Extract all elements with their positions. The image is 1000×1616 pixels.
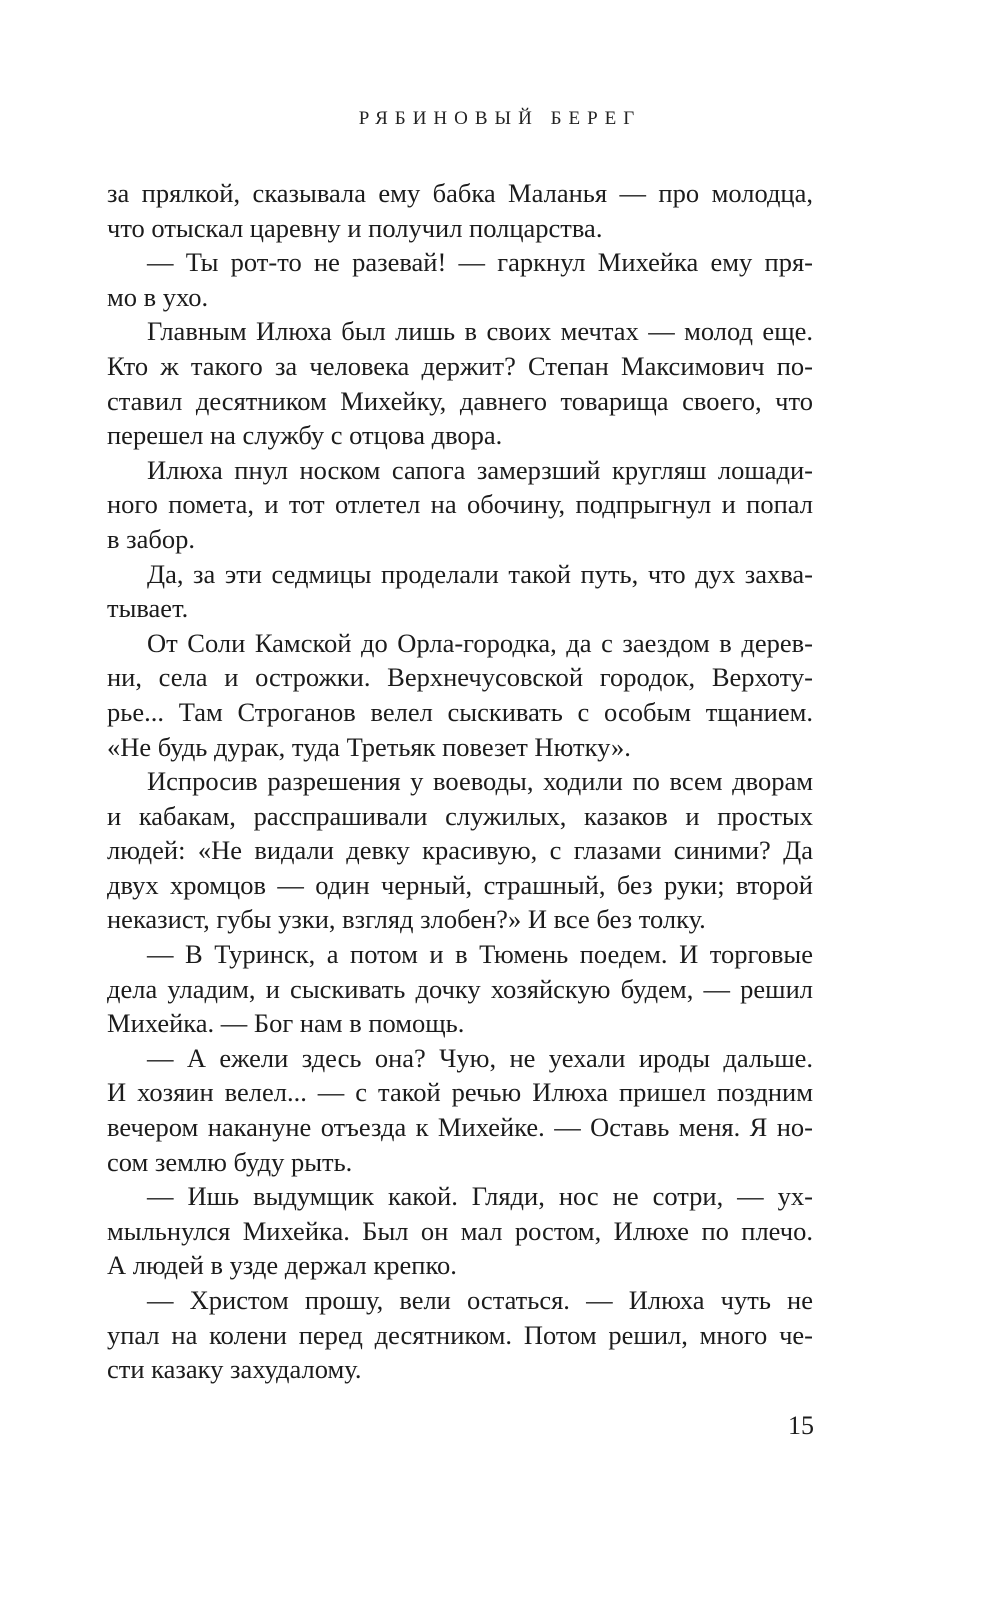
text-line: упал на колени перед десятником. Потом решил, много че- bbox=[107, 1319, 813, 1350]
text-line: Главным Илюха был лишь в своих мечтах — молод еще. bbox=[147, 316, 813, 347]
text-line: тывает. bbox=[107, 593, 189, 624]
paragraph bbox=[107, 1041, 813, 1179]
text-line: Михейка. — Бог нам в помощь. bbox=[107, 1008, 465, 1039]
paragraph bbox=[107, 626, 813, 764]
paragraph bbox=[107, 557, 813, 626]
text-line: что отыскал царевну и получил полцарства. bbox=[107, 212, 603, 243]
text-line: Илюха пнул носком сапога замерзший кругляш лошади- bbox=[147, 454, 813, 485]
paragraph bbox=[107, 245, 813, 314]
text-line: дела уладим, и сыскивать дочку хозяйскую будем, — решил bbox=[107, 973, 813, 1004]
paragraph bbox=[107, 176, 813, 245]
text-line: и кабакам, расспрашивали служилых, казаков и простых bbox=[107, 800, 813, 831]
text-line: сом землю буду рыть. bbox=[107, 1146, 353, 1177]
paragraph bbox=[107, 453, 813, 557]
text-line: за прялкой, сказывала ему бабка Маланья — про молодца, bbox=[107, 178, 813, 208]
text-line: — В Туринск, а потом и в Тюмень поедем. И торговые bbox=[147, 939, 813, 970]
text-line: вечером накануне отъезда к Михейке. — Оставь меня. Я но- bbox=[107, 1112, 813, 1143]
text-line: А людей в узде держал крепко. bbox=[107, 1250, 457, 1281]
text-line: двух хромцов — один черный, страшный, без руки; второй bbox=[107, 869, 813, 900]
text-line: в забор. bbox=[107, 523, 195, 554]
text-line: И хозяин велел... — с такой речью Илюха пришел поздним bbox=[107, 1077, 813, 1108]
text-line: неказист, губы узки, взгляд злобен?» И все без толку. bbox=[107, 904, 706, 935]
text-line: Кто ж такого за человека держит? Степан Максимович по- bbox=[107, 350, 813, 381]
text-line: ставил десятником Михейку, давнего товарища своего, что bbox=[107, 385, 813, 416]
text-line: мо в ухо. bbox=[107, 281, 209, 312]
text-line: Да, за эти седмицы проделали такой путь, что дух захва- bbox=[147, 558, 813, 589]
text-line: От Соли Камской до Орла-городка, да с заездом в дерев- bbox=[147, 627, 813, 658]
paragraph bbox=[107, 937, 813, 1041]
text-line: мыльнулся Михейка. Был он мал ростом, Илюхе по плечо. bbox=[107, 1215, 813, 1246]
text-line: рье... Там Строганов велел сыскивать с особым тщанием. bbox=[107, 696, 813, 727]
text-line: Испросив разрешения у воеводы, ходили по всем дворам bbox=[147, 766, 813, 797]
text-line: сти казаку захудалому. bbox=[107, 1354, 362, 1385]
paragraph bbox=[107, 314, 813, 452]
paragraph bbox=[107, 764, 813, 937]
paragraph bbox=[107, 1179, 813, 1283]
running-head: РЯБИНОВЫЙ БЕРЕГ bbox=[358, 108, 642, 129]
text-line: — Ты рот-то не разевай! — гаркнул Михейка ему пря- bbox=[147, 247, 813, 278]
text-line: перешел на службу с отцова двора. bbox=[107, 420, 503, 451]
text-line: «Не будь дурак, туда Третьяк повезет Нютку». bbox=[107, 731, 631, 762]
paragraph bbox=[107, 1283, 813, 1387]
text-line: ного помета, и тот отлетел на обочину, подпрыгнул и попал bbox=[107, 489, 813, 520]
page-number: 15 bbox=[788, 1411, 814, 1440]
text-line: ни, села и острожки. Верхнечусовской городок, Верхоту- bbox=[107, 662, 813, 693]
body-text bbox=[107, 176, 813, 1387]
text-line: — Христом прошу, вели остаться. — Илюха чуть не bbox=[147, 1285, 813, 1315]
text-line: — Ишь выдумщик какой. Гляди, нос не сотри, — ух- bbox=[147, 1181, 813, 1212]
text-line: людей: «Не видали девку красивую, с глазами синими? Да bbox=[107, 835, 813, 866]
text-line: — А ежели здесь она? Чую, не уехали ироды дальше. bbox=[147, 1042, 813, 1073]
